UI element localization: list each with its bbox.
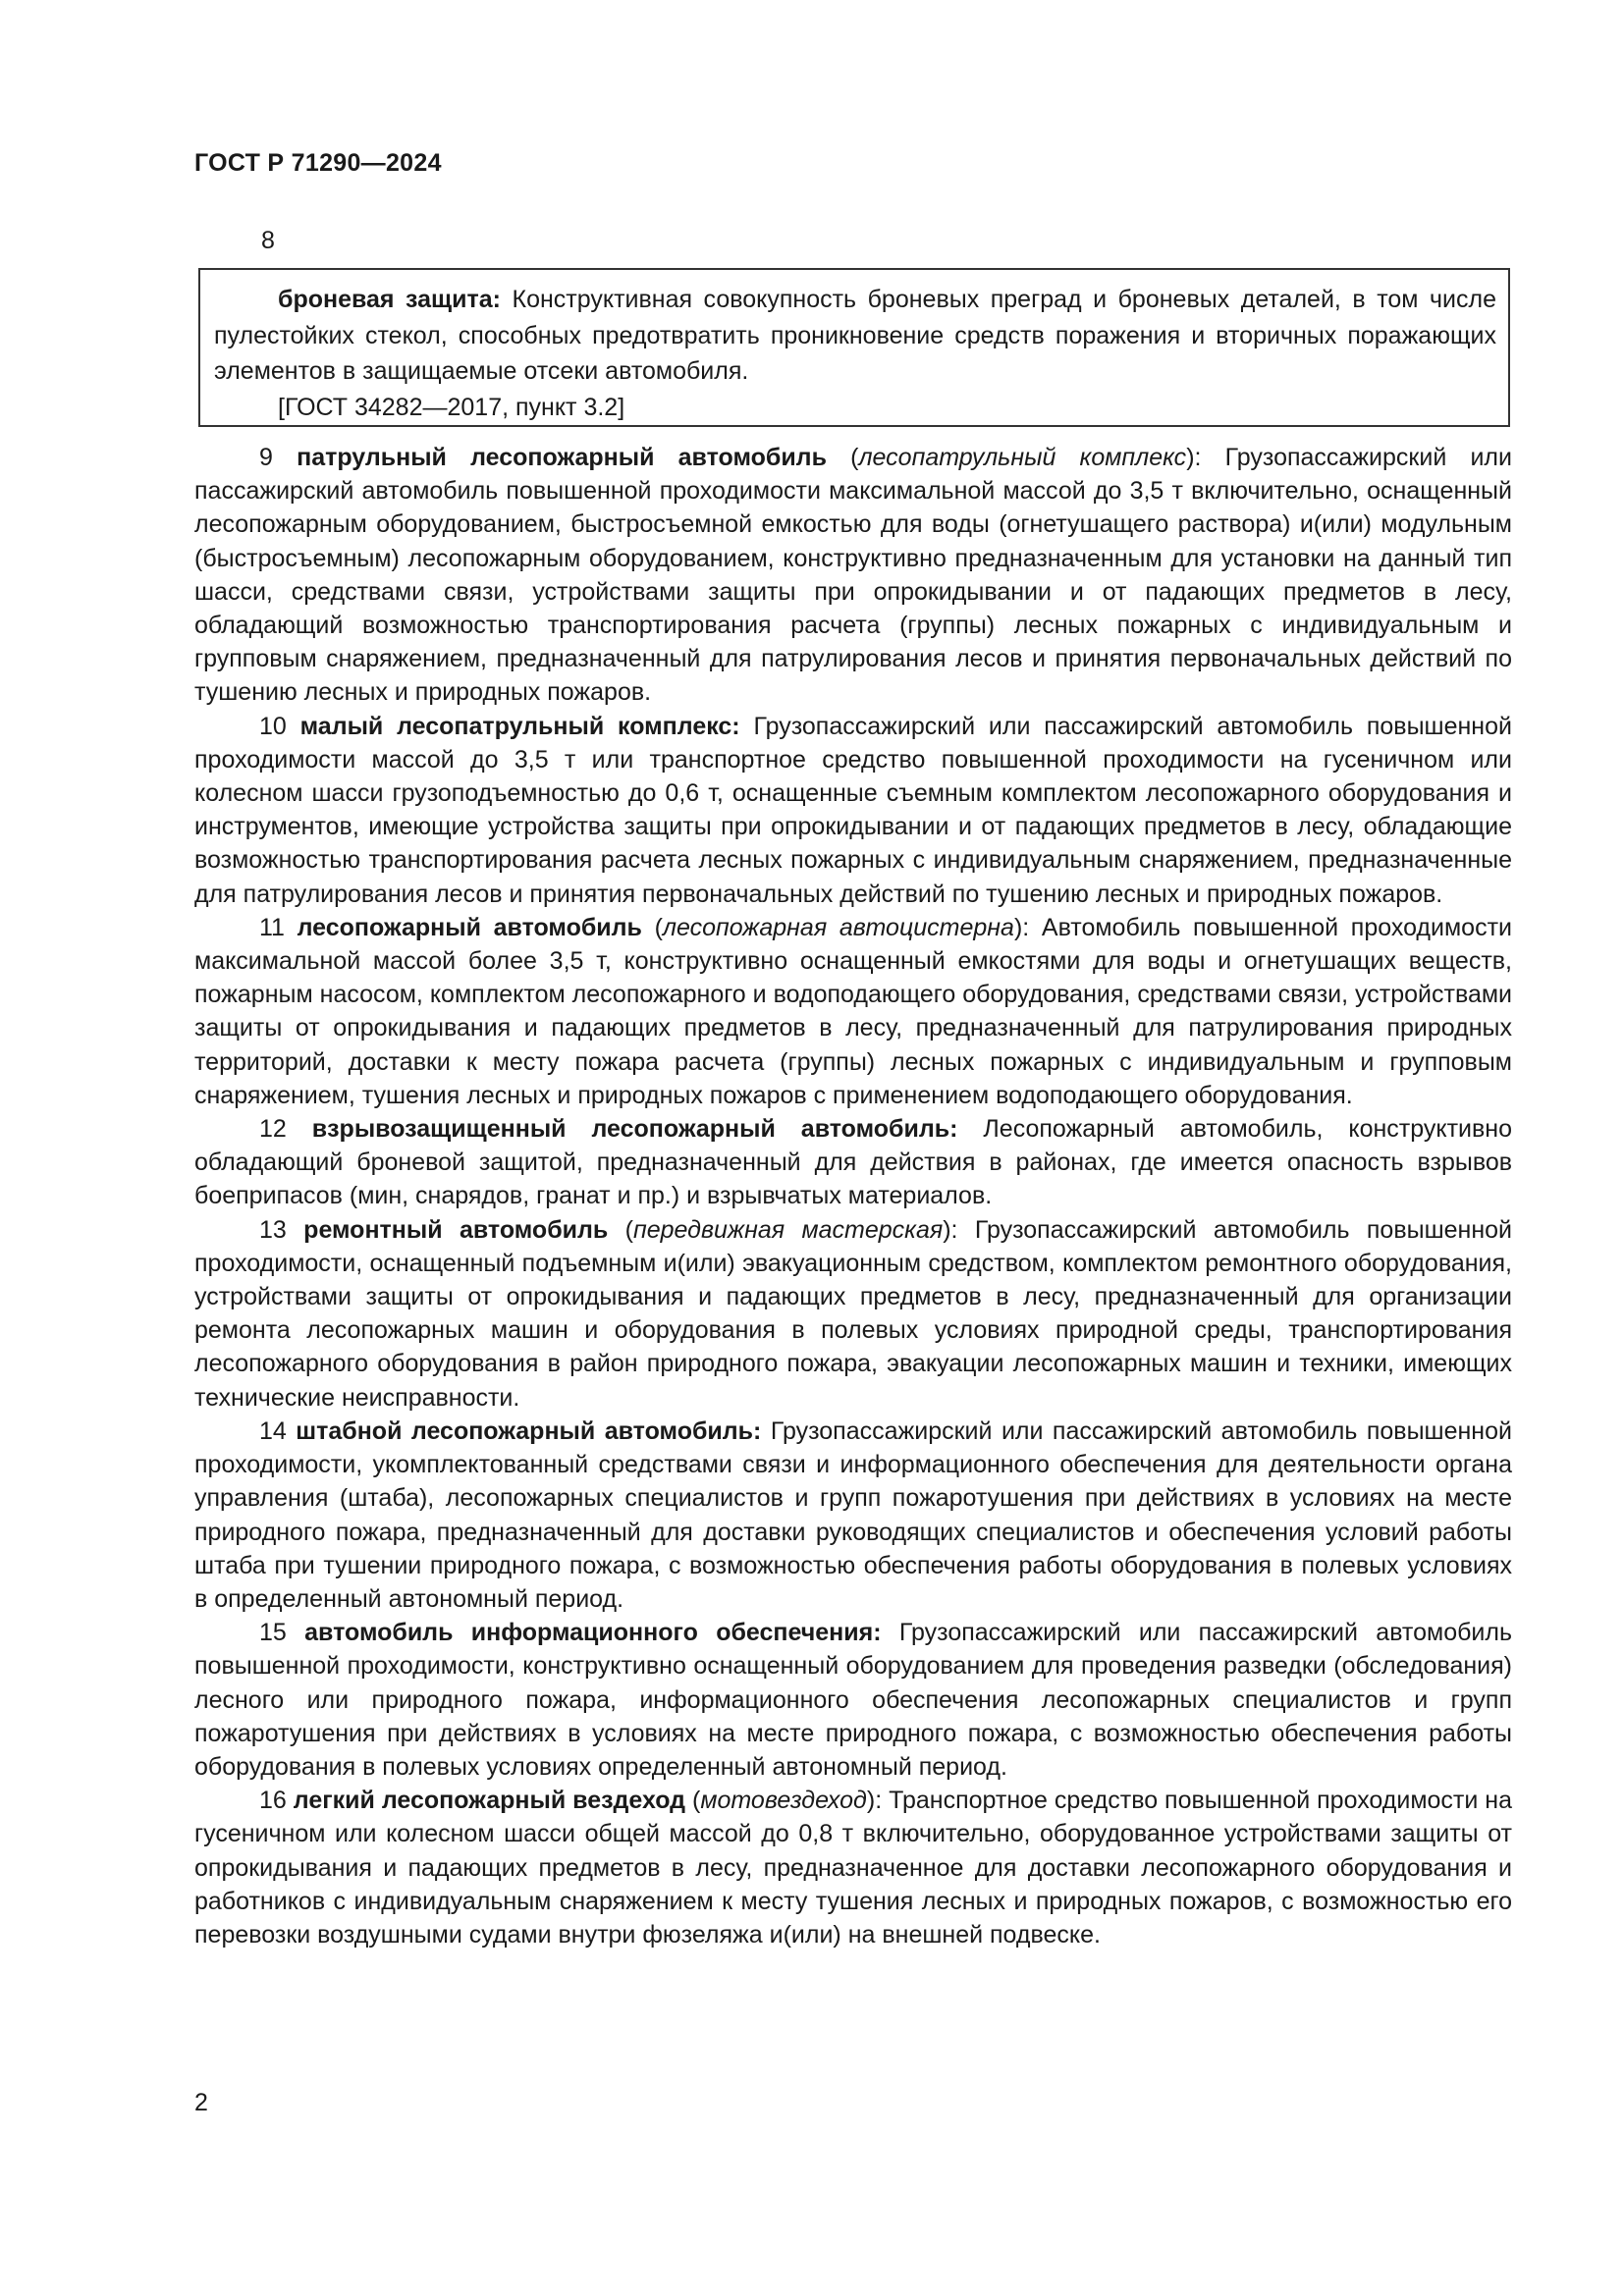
quoted-source: [ГОСТ 34282—2017, пункт 3.2]: [278, 393, 625, 421]
quoted-text: Конструктивная совокупность броневых преград и броневых деталей, в том числе пулестойких стекол, способных предотвратить проникновение средств поражения и вторичных поражающих элементов в защищаемые отсеки автомобиля.: [214, 286, 1496, 385]
alt-term: лесопожарная автоцистерна: [662, 913, 1014, 941]
term: взрывозащищенный лесопожарный автомобиль:: [311, 1115, 958, 1144]
page-number: 2: [194, 2089, 208, 2116]
term: штабной лесопожарный автомобиль:: [296, 1416, 762, 1445]
alt-term: передвижная мастерская: [632, 1215, 944, 1244]
definition-10: 10 малый лесопатрульный комплекс: Грузопассажирский или пассажирский автомобиль повышенной проходимости массой до 3,5 т или транспортное средство повышенной проходимости на гусеничном или колесном шасси грузоподъемностью до 0,6 т, оснащенные съемным комплектом лесопожарного оборудования и инструментов, имеющие устройства защиты при опрокидывании и от падающих предметов в лесу, обладающие возможностью транспортирования расчета лесных пожарных с индивидуальным снаряжением, предназначенные для патрулирования лесов и принятия первоначальных действий по тушению лесных и природных пожаров.: [194, 712, 1512, 908]
definitions-list: [194, 441, 1512, 1951]
definition-12: 12 взрывозащищенный лесопожарный автомобиль: Лесопожарный автомобиль, конструктивно обладающий броневой защитой, предназначенный для действия в районах, где имеется опасность взрывов боеприпасов (мин, снарядов, гранат и пр.) и взрывчатых материалов.: [194, 1115, 1512, 1210]
definition-9: 9 патрульный лесопожарный автомобиль (лесопатрульный комплекс): Грузопассажирский или пассажирский автомобиль повышенной проходимости максимальной массой до 3,5 т включительно, оснащенный лесопожарным оборудованием, быстросъемной емкостью для воды (огнетушащего раствора) и(или) модульным (быстросъемным) лесопожарным оборудованием, конструктивно предназначенным для установки на данный тип шасси, средствами связи, устройствами защиты при опрокидывании и от падающих предметов в лесу, обладающий возможностью транспортирования расчета (группы) лесных пожарных с индивидуальным и групповым снаряжением, предназначенный для патрулирования лесов и принятия первоначальных действий по тушению лесных и природных пожаров.: [194, 444, 1512, 707]
alt-term: лесопатрульный комплекс: [858, 444, 1187, 471]
term: патрульный лесопожарный автомобиль: [297, 444, 827, 471]
term: автомобиль информационного обеспечения:: [304, 1619, 882, 1647]
definition-13: 13 ремонтный автомобиль (передвижная мастерская): Грузопассажирский автомобиль повышенной проходимости, оснащенный подъемным и(или) эвакуационным средством, комплектом ремонтного оборудования, устройствами защиты от опрокидывания и падающих предметов в лесу, предназначенный для организации ремонта лесопожарных машин и оборудования в полевых условиях природной среды, транспортирования лесопожарного оборудования в район природного пожара, эвакуации лесопожарных машин и техники, имеющих технические неисправности.: [194, 1215, 1513, 1412]
document-header: ГОСТ Р 71290—2024: [194, 149, 442, 177]
term: легкий лесопожарный вездеход: [293, 1787, 686, 1815]
term: ремонтный автомобиль: [303, 1215, 609, 1244]
definition-14: 14 штабной лесопожарный автомобиль: Грузопассажирский или пассажирский автомобиль повышенной проходимости, укомплектованный средствами связи и информационного обеспечения для деятельности органа управления (штаба), лесопожарных специалистов и групп пожаротушения при действиях в условиях на месте природного пожара, предназначенный для доставки руководящих специалистов и обеспечения условий работы штаба при тушении природного пожара, с возможностью обеспечения работы оборудования в полевых условиях в определенный автономный период.: [194, 1416, 1512, 1613]
term: малый лесопатрульный комплекс:: [299, 712, 740, 740]
term: лесопожарный автомобиль: [297, 913, 642, 941]
definition-15: 15 автомобиль информационного обеспечения: Грузопассажирский или пассажирский автомобиль повышенной проходимости, конструктивно оснащенный оборудованием для проведения разведки (обследования) лесного или природного пожара, информационного обеспечения лесопожарных специалистов и групп пожаротушения при действиях в условиях на месте природного пожара, с возможностью обеспечения работы оборудования в полевых условиях определенный автономный период.: [194, 1619, 1512, 1781]
quoted-definition: [214, 282, 1496, 390]
note-number: 8: [261, 227, 275, 254]
definition-16: 16 легкий лесопожарный вездеход (мотовездеход): Транспортное средство повышенной проходимости на гусеничном или колесном шасси общей массой до 0,8 т включительно, оборудованное устройствами защиты от опрокидывания и падающих предметов в лесу, предназначенное для доставки лесопожарного оборудования и работников с индивидуальным снаряжением к месту тушения лесных и природных пожаров, с возможностью его перевозки воздушными судами внутри фюзеляжа и(или) на внешней подвеске.: [194, 1787, 1512, 1949]
quoted-term: броневая защита:: [278, 286, 501, 313]
alt-term: мотовездеход: [700, 1787, 867, 1815]
definition-11: 11 лесопожарный автомобиль (лесопожарная автоцистерна): Автомобиль повышенной проходимости максимальной массой более 3,5 т, конструктивно оснащенный емкостями для воды и огнетушащих веществ, пожарным насосом, комплектом лесопожарного и водоподающего оборудования, средствами связи, устройствами защиты от опрокидывания и падающих предметов в лесу, предназначенный для патрулирования природных территорий, доставки к месту пожара расчета (группы) лесных пожарных с индивидуальным и групповым снаряжением, тушения лесных и природных пожаров с применением водоподающего оборудования.: [194, 913, 1512, 1109]
quoted-definition-box: [198, 268, 1510, 427]
